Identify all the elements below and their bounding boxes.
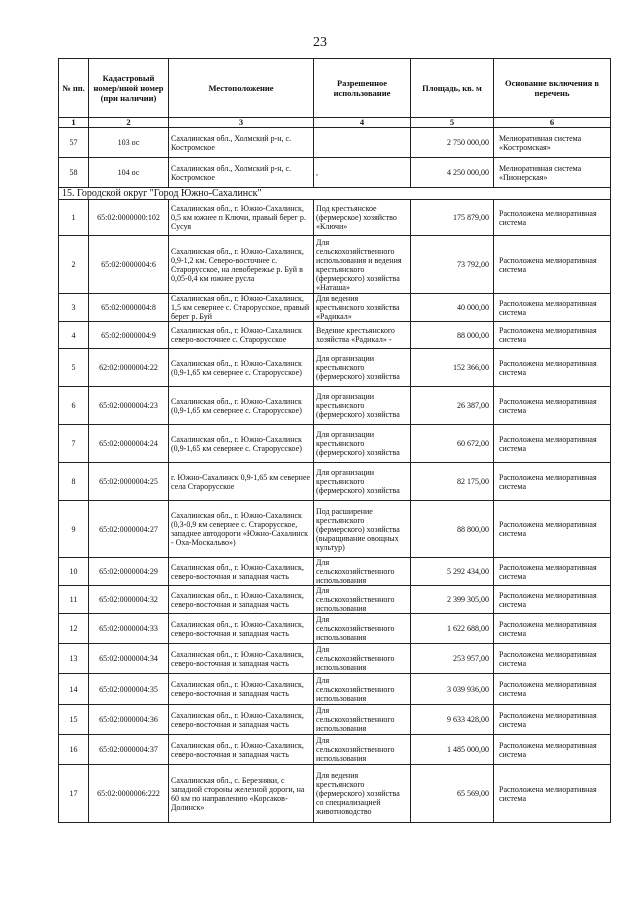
cell-location: Сахалинская обл., г. Южно-Сахалинск, северо-восточная и западная часть (169, 705, 314, 735)
cell-area: 175 879,00 (411, 200, 494, 236)
cell-permitted-use: Для сельскохозяйственного использования (314, 558, 411, 586)
cell-number: 16 (59, 735, 89, 765)
cell-basis: Расположена мелиоративная система (494, 644, 611, 674)
cell-cadastral-number: 65:02:0000004:23 (89, 387, 169, 425)
cell-permitted-use (314, 128, 411, 158)
cell-area: 1 622 688,00 (411, 614, 494, 644)
cell-permitted-use: Для организации крестьянского (фермерского) хозяйства (314, 425, 411, 463)
cell-basis: Расположена мелиоративная система (494, 501, 611, 558)
cell-number: 17 (59, 765, 89, 823)
header-number: № пп. (59, 59, 89, 118)
table-row (59, 294, 611, 322)
cell-area: 88 800,00 (411, 501, 494, 558)
cell-permitted-use: Под расширение крестьянского (фермерского) хозяйства (выращивание овощных культур) (314, 501, 411, 558)
table-row (59, 644, 611, 674)
cell-basis: Расположена мелиоративная система (494, 294, 611, 322)
cell-basis: Расположена мелиоративная система (494, 322, 611, 349)
column-number: 3 (169, 118, 314, 128)
cell-permitted-use: Для организации крестьянского (фермерского) хозяйства (314, 349, 411, 387)
cell-location: Сахалинская обл., г. Южно-Сахалинск (0,9-1,65 км севернее с. Старорусское) (169, 425, 314, 463)
table-row (59, 236, 611, 294)
cell-permitted-use: Для организации крестьянского (фермерского) хозяйства (314, 463, 411, 501)
cell-number: 1 (59, 200, 89, 236)
cell-cadastral-number: 65:02:0000004:9 (89, 322, 169, 349)
column-number: 2 (89, 118, 169, 128)
land-registry-table (58, 58, 611, 823)
column-number: 6 (494, 118, 611, 128)
header-basis: Основание включения в перечень (494, 59, 611, 118)
cell-basis: Мелиоративная система «Костромская» (494, 128, 611, 158)
page-number: 23 (313, 35, 327, 50)
cell-area: 2 399 305,00 (411, 586, 494, 614)
cell-cadastral-number: 65:02:0000004:36 (89, 705, 169, 735)
column-number-row (59, 118, 611, 128)
cell-number: 13 (59, 644, 89, 674)
cell-basis: Расположена мелиоративная система (494, 705, 611, 735)
cell-basis: Расположена мелиоративная система (494, 387, 611, 425)
table-row (59, 614, 611, 644)
cell-permitted-use: Ведение крестьянского хозяйства «Радикал» - (314, 322, 411, 349)
cell-location: Сахалинская обл., г. Южно-Сахалинск, 0,5 км южнее п Ключи, правый берег р. Сусуя (169, 200, 314, 236)
table-row (59, 200, 611, 236)
column-number: 1 (59, 118, 89, 128)
table-row (59, 425, 611, 463)
cell-permitted-use: Для сельскохозяйственного использования (314, 644, 411, 674)
header-row (59, 59, 611, 118)
cell-cadastral-number: 65:02:0000004:27 (89, 501, 169, 558)
cell-number: 5 (59, 349, 89, 387)
cell-area: 26 387,00 (411, 387, 494, 425)
table-row (59, 128, 611, 158)
cell-location: Сахалинская обл., г. Южно-Сахалинск, северо-восточная и западная часть (169, 735, 314, 765)
cell-cadastral-number: 65:02:0000004:35 (89, 674, 169, 705)
cell-basis: Расположена мелиоративная система (494, 349, 611, 387)
cell-cadastral-number: 65:02:0000004:6 (89, 236, 169, 294)
cell-permitted-use: Для организации крестьянского (фермерского) хозяйства (314, 387, 411, 425)
header-permitted-use: Разрешенное использование (314, 59, 411, 118)
cell-area: 253 957,00 (411, 644, 494, 674)
cell-area: 82 175,00 (411, 463, 494, 501)
table-row (59, 674, 611, 705)
cell-location: Сахалинская обл., Холмский р-н, с. Костромское (169, 158, 314, 188)
cell-area: 4 250 000,00 (411, 158, 494, 188)
cell-location: Сахалинская обл., г. Южно-Сахалинск, северо-восточная и западная часть (169, 558, 314, 586)
column-number: 5 (411, 118, 494, 128)
table-row (59, 586, 611, 614)
cell-number: 10 (59, 558, 89, 586)
cell-area: 3 039 936,00 (411, 674, 494, 705)
cell-location: Сахалинская обл., г. Южно-Сахалинск, северо-восточная и западная часть (169, 644, 314, 674)
cell-permitted-use: Для ведения крестьянского (фермерского) хозяйства со специализацией животноводство (314, 765, 411, 823)
cell-basis: Расположена мелиоративная система (494, 425, 611, 463)
cell-permitted-use: Для сельскохозяйственного использования (314, 614, 411, 644)
cell-basis: Расположена мелиоративная система (494, 586, 611, 614)
cell-cadastral-number: 65:02:0000004:8 (89, 294, 169, 322)
cell-basis: Расположена мелиоративная система (494, 735, 611, 765)
table-row (59, 501, 611, 558)
table-row (59, 322, 611, 349)
header-area: Площадь, кв. м (411, 59, 494, 118)
cell-cadastral-number: 65:02:0000004:25 (89, 463, 169, 501)
cell-number: 4 (59, 322, 89, 349)
cell-area: 40 000,00 (411, 294, 494, 322)
cell-permitted-use: Под крестьянское (фермерское) хозяйство «Ключи» (314, 200, 411, 236)
cell-basis: Расположена мелиоративная система (494, 463, 611, 501)
cell-number: 14 (59, 674, 89, 705)
cell-number: 9 (59, 501, 89, 558)
cell-cadastral-number: 65:02:0000004:33 (89, 614, 169, 644)
section-title: 15. Городской округ "Город Южно-Сахалинск" (59, 188, 611, 200)
cell-number: 7 (59, 425, 89, 463)
cell-location: Сахалинская обл., г. Южно-Сахалинск, 0,9-1,2 км. Северо-восточнее с. Старорусское, на левобережье р. Буй в 0,05-0,4 км южнее русла (169, 236, 314, 294)
cell-location: Сахалинская обл., Холмский р-н, с. Костромское (169, 128, 314, 158)
table-row (59, 349, 611, 387)
cell-number: 58 (59, 158, 89, 188)
cell-location: Сахалинская обл., с. Березняки, с западной стороны железной дороги, на 60 км по направлению «Корсаков-Долинск» (169, 765, 314, 823)
cell-basis: Расположена мелиоративная система (494, 200, 611, 236)
table-row (59, 387, 611, 425)
cell-permitted-use: Для сельскохозяйственного использования (314, 674, 411, 705)
cell-number: 2 (59, 236, 89, 294)
cell-cadastral-number: 65:02:0000004:34 (89, 644, 169, 674)
cell-number: 11 (59, 586, 89, 614)
cell-cadastral-number: 65:02:0000006:222 (89, 765, 169, 823)
table-row (59, 705, 611, 735)
cell-location: Сахалинская обл., г. Южно-Сахалинск (0,9-1,65 км севернее с. Старорусское) (169, 387, 314, 425)
cell-cadastral-number: 65:02:0000004:37 (89, 735, 169, 765)
cell-location: г. Южно-Сахалинск 0,9-1,65 км севернее села Старорусское (169, 463, 314, 501)
table-row (59, 158, 611, 188)
cell-location: Сахалинская обл., г. Южно-Сахалинск, северо-восточная и западная часть (169, 674, 314, 705)
cell-basis: Расположена мелиоративная система (494, 558, 611, 586)
cell-location: Сахалинская обл., г. Южно-Сахалинск (0,3-0,9 км севернее с. Старорусское, западнее автодороги «Южно-Сахалинск - Оха-Москальво») (169, 501, 314, 558)
cell-cadastral-number: 65:02:0000000:102 (89, 200, 169, 236)
cell-cadastral-number: 103 ос (89, 128, 169, 158)
cell-cadastral-number: 65:02:0000004:32 (89, 586, 169, 614)
cell-number: 8 (59, 463, 89, 501)
cell-location: Сахалинская обл., г. Южно-Сахалинск (0,9-1,65 км севернее с. Старорусское) (169, 349, 314, 387)
cell-basis: Расположена мелиоративная система (494, 236, 611, 294)
cell-basis: Расположена мелиоративная система (494, 765, 611, 823)
cell-location: Сахалинская обл., г. Южно-Сахалинск, северо-восточная и западная часть (169, 614, 314, 644)
cell-location: Сахалинская обл., г. Южно-Сахалинск, северо-восточная и западная часть (169, 586, 314, 614)
table-row (59, 463, 611, 501)
cell-cadastral-number: 65:02:0000004:29 (89, 558, 169, 586)
header-location: Местоположение (169, 59, 314, 118)
cell-area: 2 750 000,00 (411, 128, 494, 158)
cell-area: 88 000,00 (411, 322, 494, 349)
table-row (59, 765, 611, 823)
cell-area: 5 292 434,00 (411, 558, 494, 586)
cell-area: 1 485 000,00 (411, 735, 494, 765)
cell-number: 57 (59, 128, 89, 158)
cell-permitted-use: Для сельскохозяйственного использования (314, 586, 411, 614)
table-row (59, 735, 611, 765)
cell-number: 6 (59, 387, 89, 425)
cell-permitted-use: Для сельскохозяйственного использования и ведения крестьянского (фермерского) хозяйства «Наташа» (314, 236, 411, 294)
cell-permitted-use: Для сельскохозяйственного использования (314, 735, 411, 765)
cell-number: 15 (59, 705, 89, 735)
cell-basis: Мелиоративная система «Пионерская» (494, 158, 611, 188)
cell-area: 9 633 428,00 (411, 705, 494, 735)
cell-number: 12 (59, 614, 89, 644)
cell-basis: Расположена мелиоративная система (494, 614, 611, 644)
table-row (59, 558, 611, 586)
section-title-row (59, 188, 611, 200)
cell-number: 3 (59, 294, 89, 322)
cell-permitted-use: Для ведения крестьянского хозяйства «Радикал» (314, 294, 411, 322)
cell-cadastral-number: 62:02:0000004:22 (89, 349, 169, 387)
cell-area: 73 792,00 (411, 236, 494, 294)
cell-location: Сахалинская обл., г. Южно-Сахалинск, 1,5 км севернее с. Старорусское, правый берег р. Буй (169, 294, 314, 322)
cell-basis: Расположена мелиоративная система (494, 674, 611, 705)
cell-area: 65 569,00 (411, 765, 494, 823)
header-cadastral-number: Кадастровый номер/иной номер (при наличии) (89, 59, 169, 118)
cell-permitted-use: , (314, 158, 411, 188)
column-number: 4 (314, 118, 411, 128)
cell-location: Сахалинская обл., г. Южно-Сахалинск северо-восточнее с. Старорусское (169, 322, 314, 349)
cell-permitted-use: Для сельскохозяйственного использования (314, 705, 411, 735)
cell-area: 60 672,00 (411, 425, 494, 463)
cell-area: 152 366,00 (411, 349, 494, 387)
cell-cadastral-number: 104 ос (89, 158, 169, 188)
cell-cadastral-number: 65:02:0000004:24 (89, 425, 169, 463)
